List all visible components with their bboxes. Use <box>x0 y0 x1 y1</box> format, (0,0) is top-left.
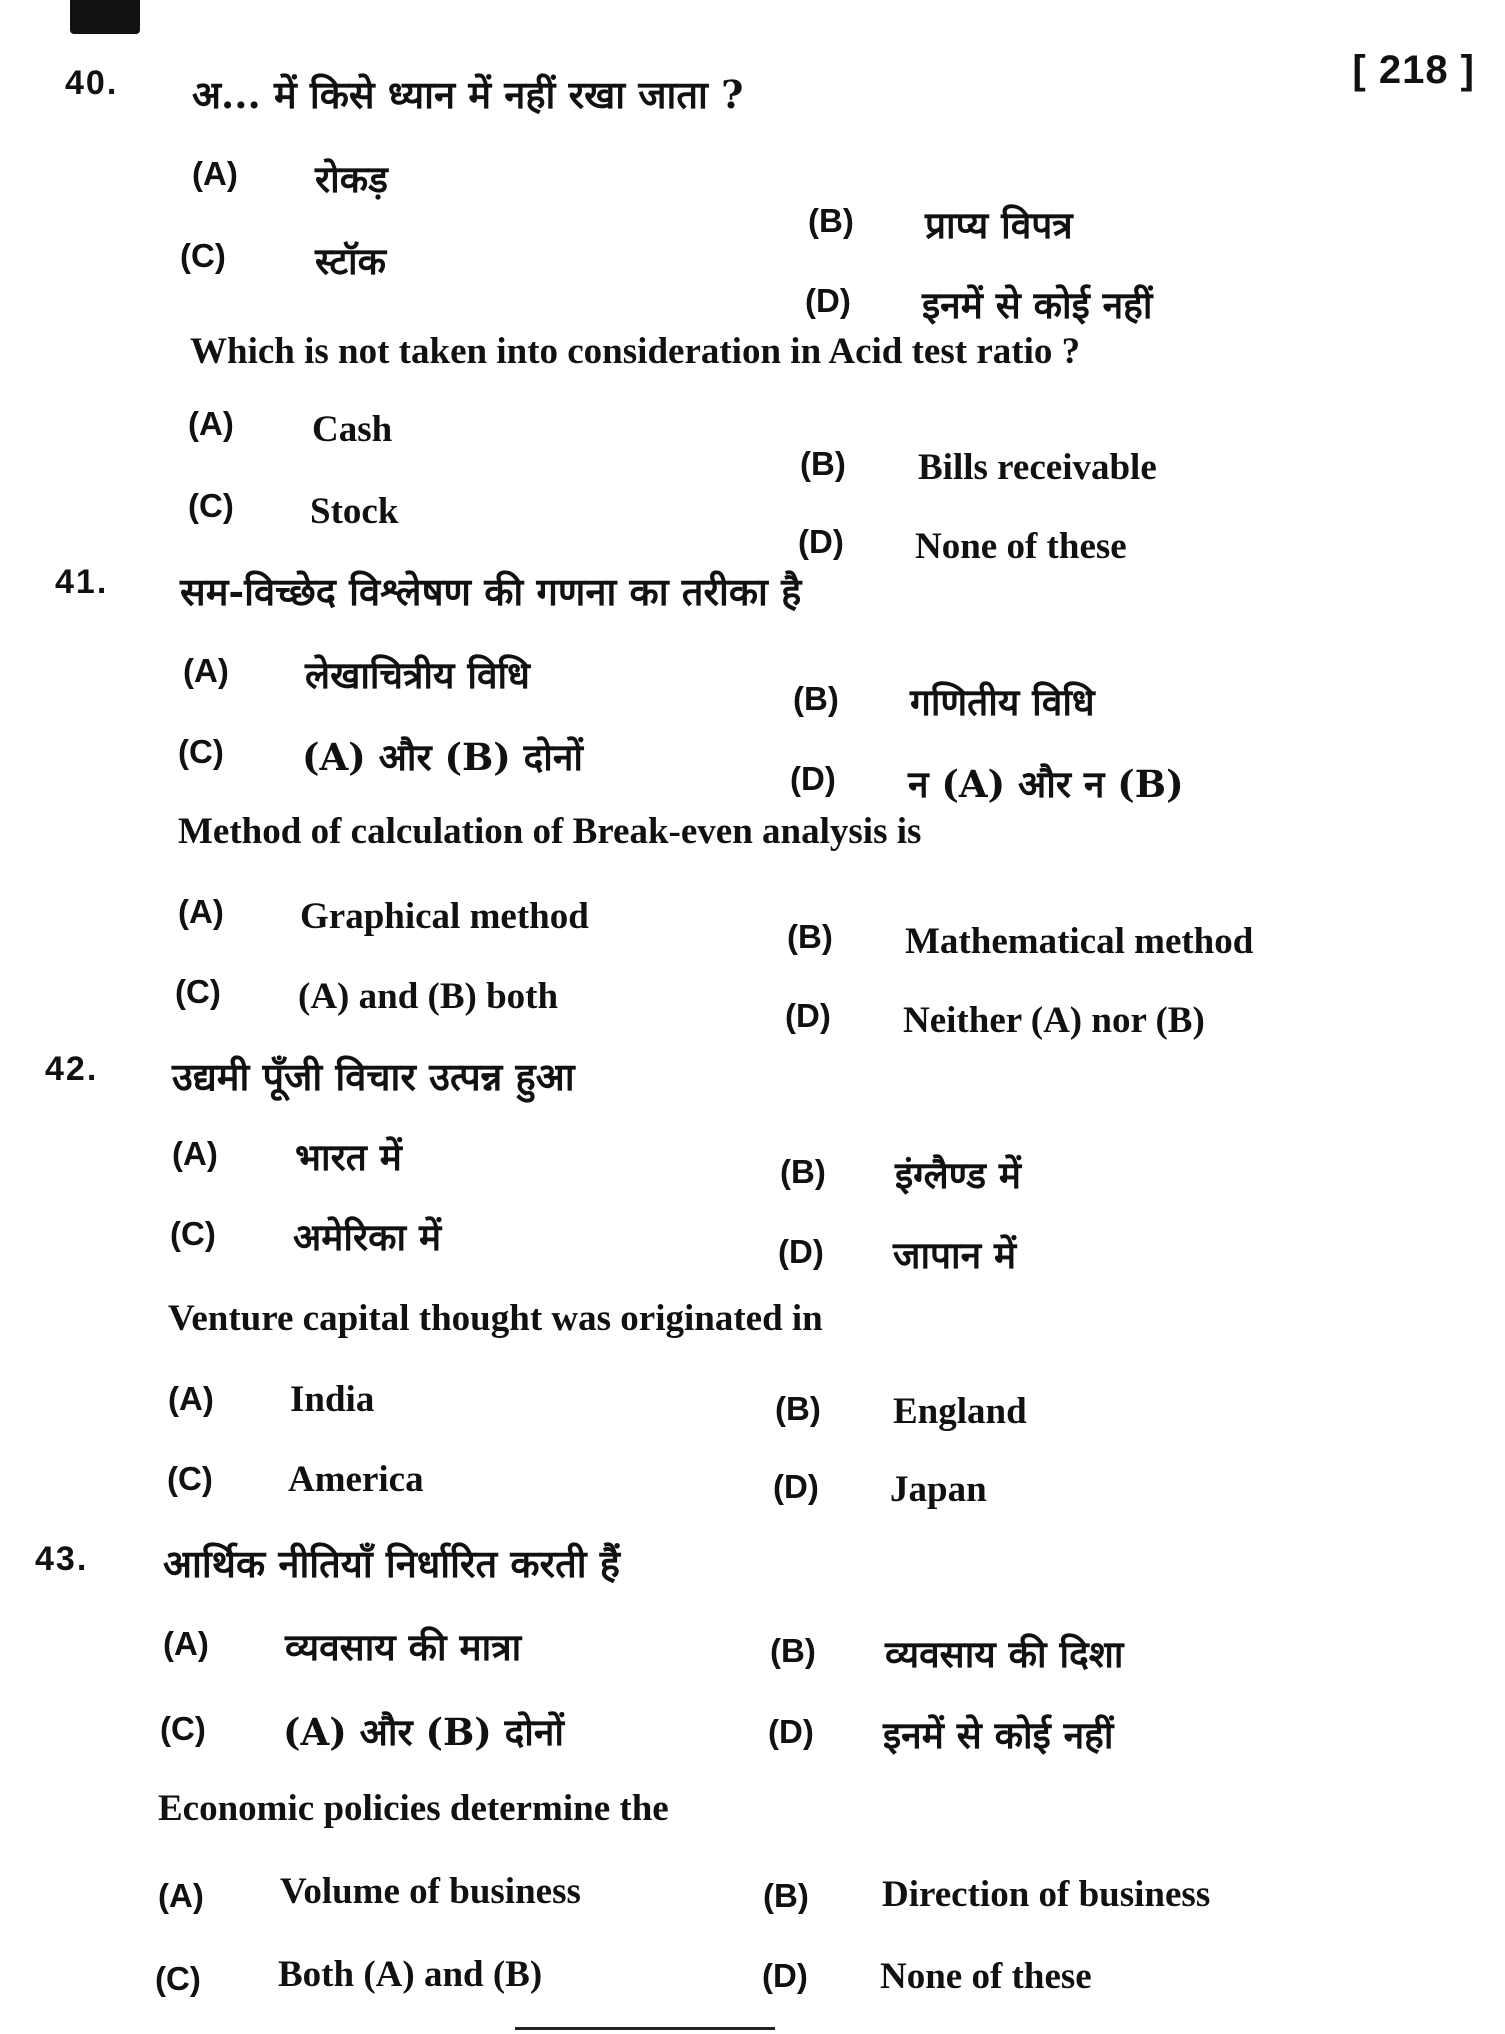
option-c-text-hindi: (A) और (B) दोनों <box>302 735 583 779</box>
option-b-letter-hindi: (B) <box>808 202 854 239</box>
option-c-letter-hindi: (C) <box>178 733 224 770</box>
option-b-letter-hindi: (B) <box>780 1153 826 1190</box>
bottom-divider <box>515 2027 775 2030</box>
option-c-letter-hindi: (C) <box>170 1215 216 1252</box>
question-number: 42. <box>45 1050 99 1088</box>
option-c-text-hindi: स्टॉक <box>315 239 387 283</box>
option-d-letter-english: (D) <box>798 523 844 560</box>
option-c-text-english: (A) and (B) both <box>298 976 559 1017</box>
question-stem-english: Method of calculation of Break-even analysis is <box>178 811 922 852</box>
option-c-letter-english: (C) <box>155 1960 201 1997</box>
option-d-letter-english: (D) <box>773 1468 819 1505</box>
option-b-text-english: Direction of business <box>882 1874 1211 1915</box>
option-a-text-hindi: लेखाचित्रीय विधि <box>305 653 530 697</box>
option-c-text-hindi: (A) और (B) दोनों <box>283 1710 564 1754</box>
option-b-letter-hindi: (B) <box>770 1632 816 1669</box>
option-b-text-english: Mathematical method <box>905 921 1254 962</box>
option-d-text-english: None of these <box>880 1956 1092 1997</box>
option-c-text-hindi: अमेरिका में <box>293 1215 442 1259</box>
option-c-letter-english: (C) <box>175 973 221 1010</box>
option-d-text-english: Neither (A) nor (B) <box>903 1000 1205 1041</box>
option-b-letter-english: (B) <box>763 1877 809 1914</box>
option-a-text-hindi: व्यवसाय की मात्रा <box>285 1625 522 1669</box>
question-stem-english: Economic policies determine the <box>158 1788 669 1829</box>
option-c-letter-english: (C) <box>167 1460 213 1497</box>
option-b-letter-english: (B) <box>787 918 833 955</box>
option-d-text-english: None of these <box>915 526 1127 567</box>
question-number: 40. <box>65 64 119 102</box>
option-c-text-english: Stock <box>310 491 399 532</box>
option-c-letter-hindi: (C) <box>180 237 226 274</box>
option-d-letter-hindi: (D) <box>805 282 851 319</box>
option-b-letter-hindi: (B) <box>793 680 839 717</box>
option-a-letter-hindi: (A) <box>163 1625 209 1662</box>
option-a-letter-hindi: (A) <box>192 155 238 192</box>
option-d-text-hindi: इनमें से कोई नहीं <box>922 283 1153 327</box>
option-b-text-english: Bills receivable <box>918 447 1157 488</box>
option-d-letter-hindi: (D) <box>778 1233 824 1270</box>
option-c-letter-hindi: (C) <box>160 1710 206 1747</box>
question-stem-hindi: अ... में किसे ध्यान में नहीं रखा जाता ? <box>192 72 744 117</box>
option-c-text-english: America <box>288 1459 424 1500</box>
option-a-letter-english: (A) <box>178 893 224 930</box>
option-a-letter-english: (A) <box>168 1380 214 1417</box>
option-a-letter-english: (A) <box>188 405 234 442</box>
page-number: [ 218 ] <box>1352 48 1475 92</box>
option-d-text-hindi: जापान में <box>893 1233 1017 1277</box>
option-a-text-hindi: भारत में <box>295 1135 402 1179</box>
question-stem-hindi: उद्यमी पूँजी विचार उत्पन्न हुआ <box>172 1054 575 1099</box>
option-b-letter-english: (B) <box>800 445 846 482</box>
option-b-text-hindi: इंग्लैण्ड में <box>895 1153 1022 1197</box>
option-b-text-english: England <box>893 1391 1027 1432</box>
question-stem-hindi: सम-विच्छेद विश्लेषण की गणना का तरीका है <box>180 569 802 614</box>
option-a-letter-hindi: (A) <box>172 1135 218 1172</box>
option-d-letter-english: (D) <box>785 997 831 1034</box>
option-b-text-hindi: व्यवसाय की दिशा <box>885 1632 1124 1676</box>
option-d-letter-hindi: (D) <box>768 1713 814 1750</box>
question-number: 43. <box>35 1540 89 1578</box>
option-a-letter-english: (A) <box>158 1877 204 1914</box>
option-a-text-english: Graphical method <box>300 896 589 937</box>
option-c-letter-english: (C) <box>188 487 234 524</box>
option-a-text-english: India <box>290 1379 375 1420</box>
option-d-text-hindi: न (A) और न (B) <box>908 762 1184 806</box>
option-d-letter-english: (D) <box>762 1957 808 1994</box>
option-a-text-english: Volume of business <box>280 1871 581 1912</box>
option-d-text-hindi: इनमें से कोई नहीं <box>883 1713 1114 1757</box>
option-a-text-hindi: रोकड़ <box>315 157 388 201</box>
question-stem-english: Which is not taken into consideration in Acid test ratio ? <box>190 331 1081 372</box>
question-stem-english: Venture capital thought was originated in <box>168 1298 823 1339</box>
option-d-text-english: Japan <box>890 1469 987 1510</box>
option-a-text-english: Cash <box>312 409 393 450</box>
question-number: 41. <box>55 563 109 601</box>
option-b-text-hindi: गणितीय विधि <box>910 680 1095 724</box>
option-c-text-english: Both (A) and (B) <box>278 1954 543 1995</box>
option-a-letter-hindi: (A) <box>183 652 229 689</box>
option-b-text-hindi: प्राप्य विपत्र <box>925 203 1073 247</box>
option-d-letter-hindi: (D) <box>790 760 836 797</box>
option-b-letter-english: (B) <box>775 1390 821 1427</box>
question-stem-hindi: आर्थिक नीतियाँ निर्धारित करती हैं <box>163 1541 620 1586</box>
